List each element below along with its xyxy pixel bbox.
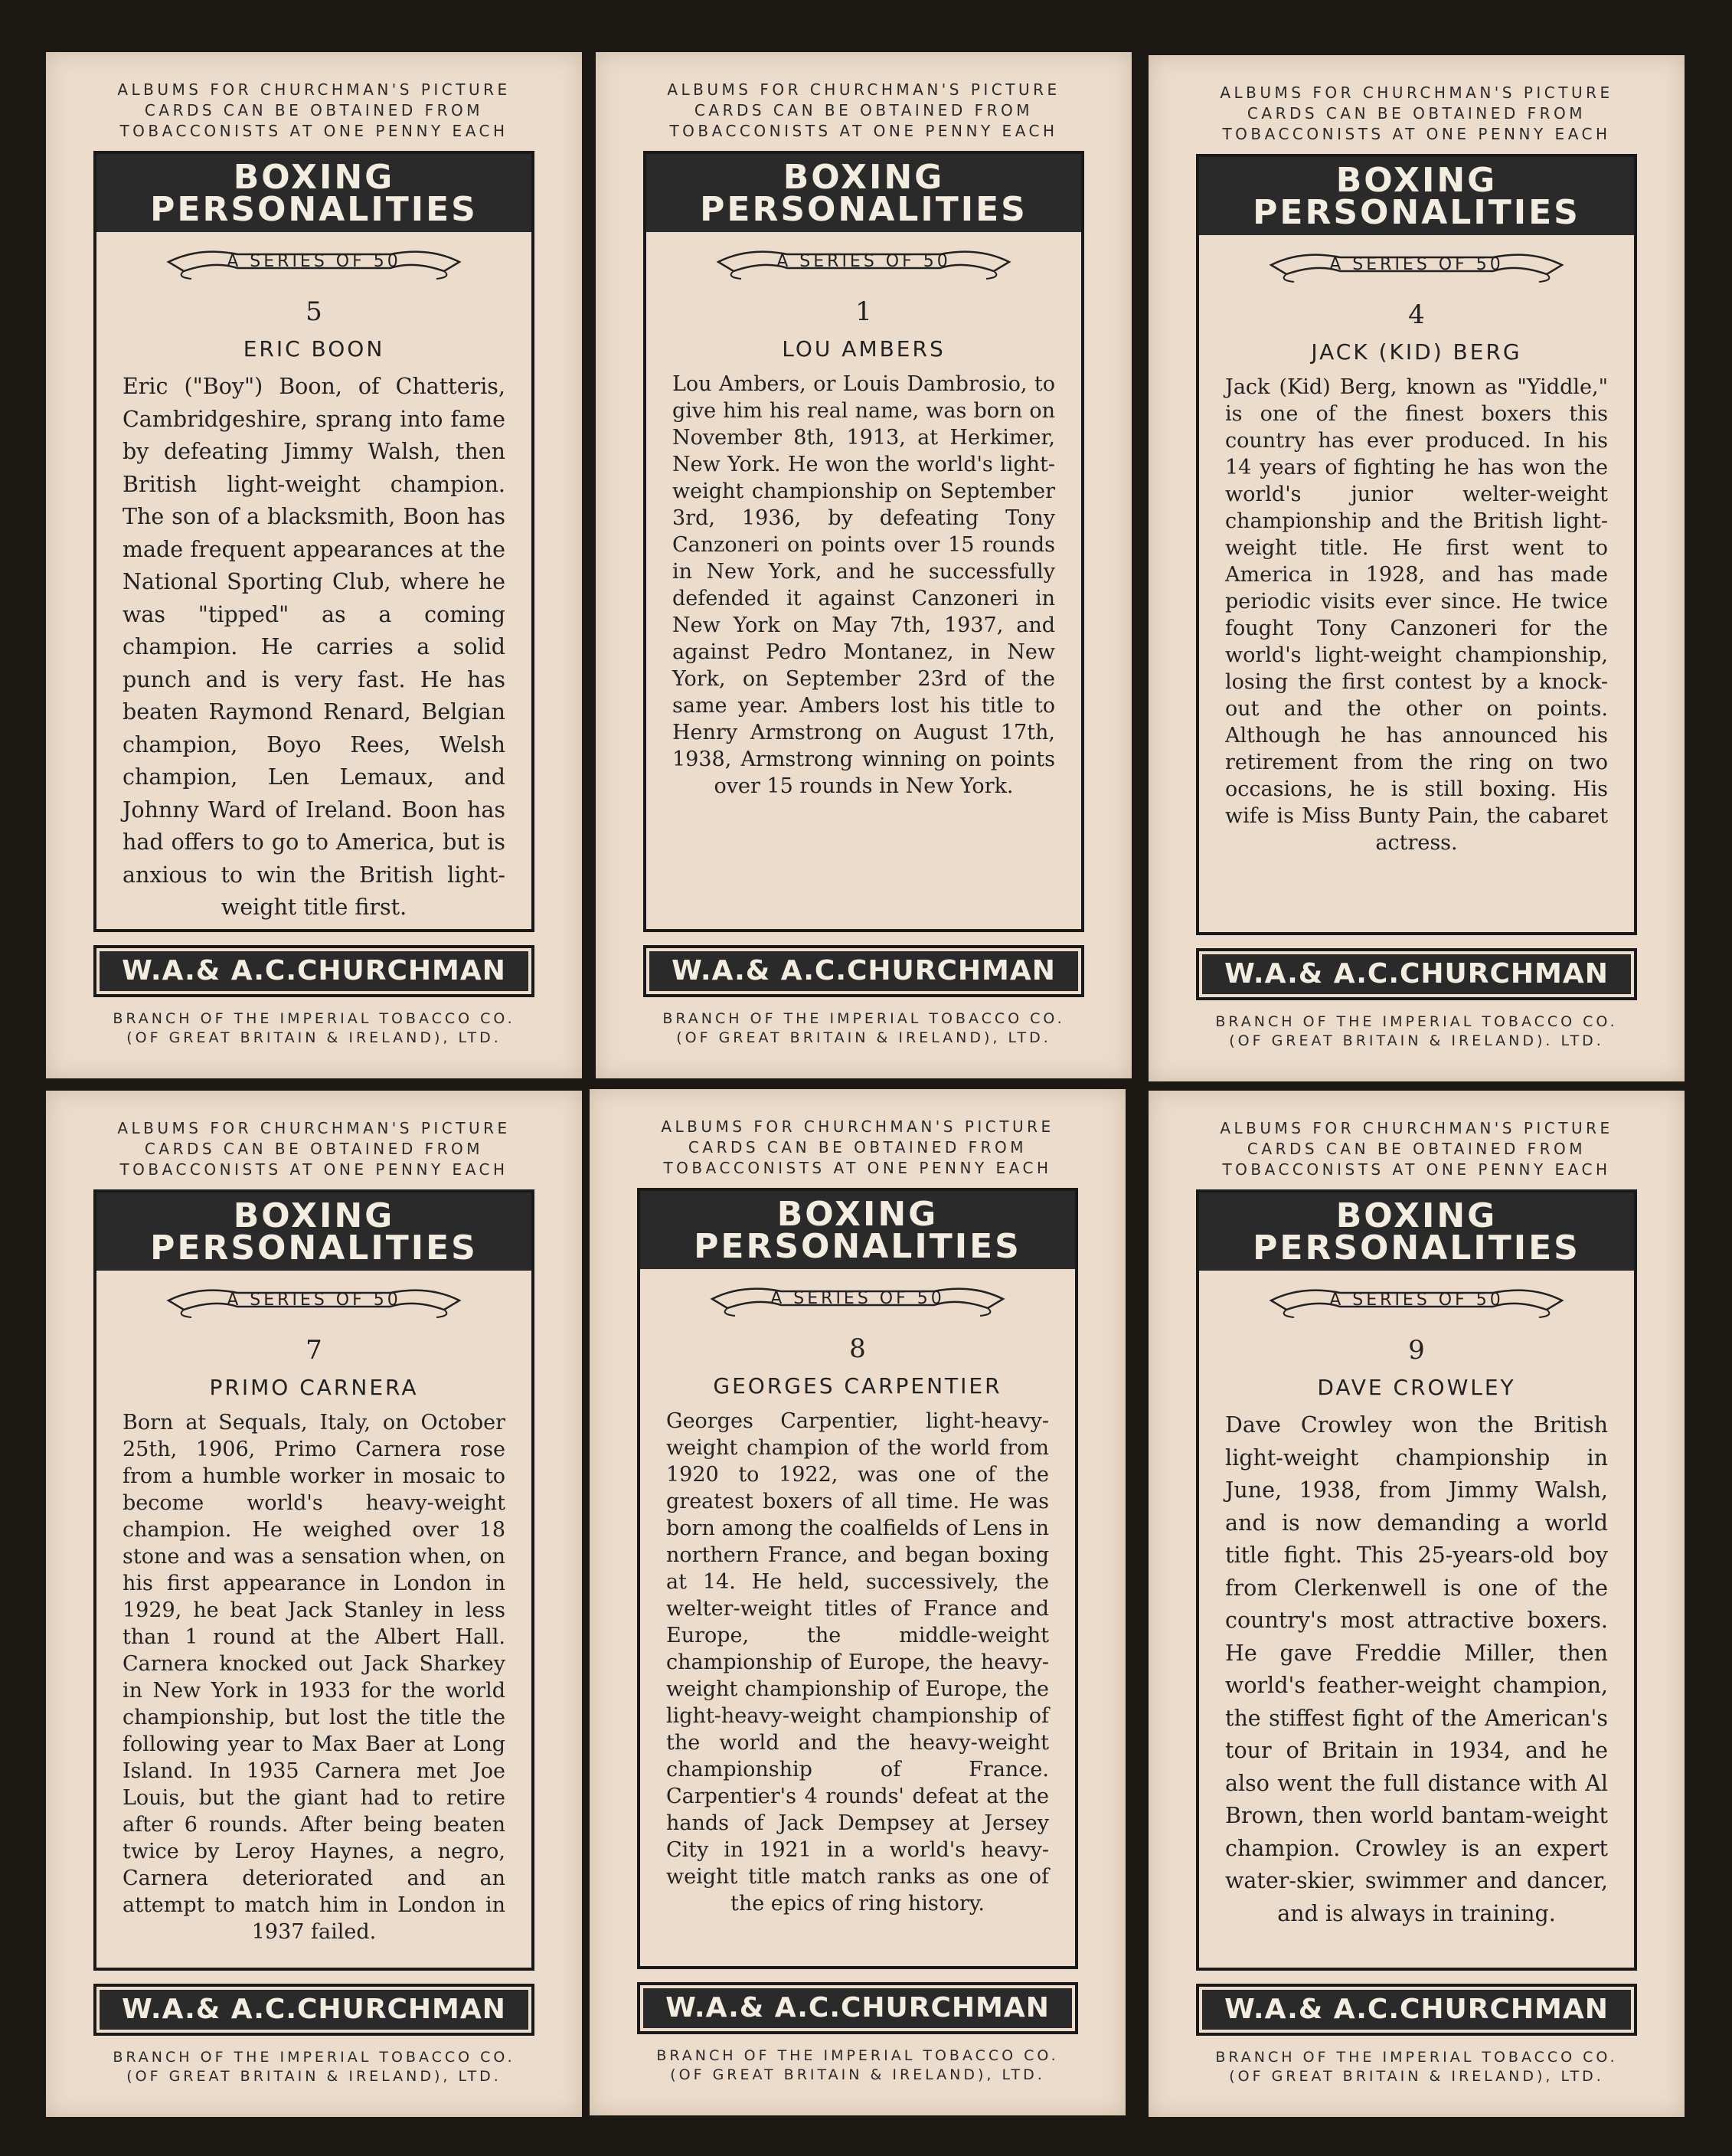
card-number: 1 xyxy=(855,296,872,327)
albums-notice xyxy=(77,52,551,142)
card-dave-crowley xyxy=(1149,1091,1685,2117)
maker-box xyxy=(643,945,1084,997)
maker-box xyxy=(637,1982,1078,2034)
branch-line: BRANCH OF THE IMPERIAL TOBACCO CO. xyxy=(656,2047,1059,2064)
maker-name: W.A.& A.C.CHURCHMAN xyxy=(643,1988,1072,2028)
boxer-name: LOU AMBERS xyxy=(782,336,946,362)
series-title-line: BOXING xyxy=(783,158,945,197)
card-number: 9 xyxy=(1408,1335,1425,1366)
maker-box xyxy=(93,1984,534,2036)
boxer-bio: Georges Carpentier, light-heavy-weight champion of the world from 1920 to 1922, was one of the greatest boxers of all time. He was born among the coalfields of Lens in northern France, and began boxing at 14. He held, successively, the welter-weight titles of France and Europe, the middle-weight championship of Europe, the heavy-weight championship of Europe, the light-heavy-weight championship of the world and the heavy-weight championship of France. Carpentier's 4 rounds' defeat at the hands of Jack Dempsey at Jersey City in 1921 in a world's heavy-weight title match ranks as one of the epics of ring history. xyxy=(666,1409,1049,1916)
boxer-bio: Jack (Kid) Berg, known as "Yiddle," is one of the finest boxers this country has ever produced. In his 14 years of fighting he has won the world's junior welter-weight championship and the British light-weight title. He first went to America in 1928, and has made periodic visits ever since. He twice fought Tony Canzoneri for the world's light-weight championship, losing the first contest by a knock-out and the other on points. Although he has announced his retirement from the ring on two occasions, he is still boxing. His wife is Miss Bunty Pain, the cabaret actress. xyxy=(1225,375,1608,855)
branch-notice xyxy=(1149,1013,1685,1051)
card-frame xyxy=(643,151,1084,932)
banner-scroll-icon xyxy=(1256,1278,1577,1323)
albums-line: ALBUMS FOR CHURCHMAN'S PICTURE xyxy=(667,80,1060,99)
series-title xyxy=(640,1191,1075,1269)
maker-name: W.A.& A.C.CHURCHMAN xyxy=(100,951,528,991)
branch-notice xyxy=(590,2046,1126,2085)
boxer-bio: Lou Ambers, or Louis Dambrosio, to give him his real name, was born on November 8th, 1913, at Herkimer, New York. He won the world's light-weight championship on September 3rd, 1936, by defeating Tony Canzoneri on points over 15 rounds in New York, and he successfully defended it against Canzoneri in New York on May 7th, 1937, and against Pedro Montanez, in New York, on September 23rd of the same year. Ambers lost his title to Henry Armstrong on August 17th, 1938, Armstrong winning on points over 15 rounds in New York. xyxy=(672,372,1055,798)
card-frame xyxy=(93,151,534,932)
boxer-bio: Born at Sequals, Italy, on October 25th, 1906, Primo Carnera rose from a humble worker in mosaic to become world's heavy-weight champion. He weighed over 18 stone and was a sensation when, on his first appearance in London in 1929, he beat Jack Stanley in less than 1 round at the Albert Hall. Carnera knocked out Jack Sharkey in New York in 1933 for the world championship, but lost the title the following year to Max Baer at Long Island. In 1935 Carnera met Joe Louis, but the giant had to retire after 6 rounds. After being beaten twice by Leroy Haynes, a negro, Carnera deteriorated and an attempt to match him in London in 1937 failed. xyxy=(123,1411,505,1944)
albums-line: CARDS CAN BE OBTAINED FROM xyxy=(694,101,1034,119)
albums-line: TOBACCONISTS AT ONE PENNY EACH xyxy=(1222,1160,1611,1179)
boxer-name: DAVE CROWLEY xyxy=(1317,1375,1516,1400)
banner-scroll-icon xyxy=(153,239,475,285)
albums-notice xyxy=(77,1091,551,1180)
banner-text: A SERIES OF 50 xyxy=(776,252,951,271)
card-frame xyxy=(1196,154,1637,935)
boxer-name: JACK (KID) BERG xyxy=(1311,339,1522,365)
card-frame xyxy=(93,1189,534,1971)
branch-line: BRANCH OF THE IMPERIAL TOBACCO CO. xyxy=(113,1010,515,1027)
albums-line: CARDS CAN BE OBTAINED FROM xyxy=(1247,1140,1587,1158)
albums-line: TOBACCONISTS AT ONE PENNY EACH xyxy=(1222,125,1611,143)
series-title-line: PERSONALITIES xyxy=(1253,193,1580,232)
branch-line: (OF GREAT BRITAIN & IRELAND), LTD. xyxy=(126,2068,502,2085)
branch-line: BRANCH OF THE IMPERIAL TOBACCO CO. xyxy=(113,2049,515,2066)
card-number: 7 xyxy=(306,1335,322,1366)
branch-line: (OF GREAT BRITAIN & IRELAND), LTD. xyxy=(1229,2068,1604,2085)
series-title xyxy=(96,154,531,232)
banner-text: A SERIES OF 50 xyxy=(227,1291,401,1310)
series-title-line: BOXING xyxy=(233,158,395,197)
card-lou-ambers xyxy=(596,52,1132,1078)
albums-line: CARDS CAN BE OBTAINED FROM xyxy=(1247,104,1587,123)
banner-scroll-icon xyxy=(697,1276,1018,1322)
maker-name: W.A.& A.C.CHURCHMAN xyxy=(1202,1990,1631,2030)
series-title xyxy=(646,154,1081,232)
banner-text: A SERIES OF 50 xyxy=(227,252,401,271)
boxer-bio: Dave Crowley won the British light-weight championship in June, 1938, from Jimmy Walsh, and is now demanding a world title fight. This 25-years-old boy from Clerkenwell is one of the country's most attractive boxers. He gave Freddie Miller, then world's feather-weight champion, the stiffest fight of the American's tour of Britain in 1934, and he also went the full distance with Al Brown, then world bantam-weight champion. Crowley is an expert water-skier, swimmer and dancer, and is always in training. xyxy=(1225,1412,1608,1926)
maker-box xyxy=(1196,1984,1637,2036)
albums-line: CARDS CAN BE OBTAINED FROM xyxy=(144,1140,484,1158)
banner-text: A SERIES OF 50 xyxy=(1329,1291,1504,1310)
series-title-line: PERSONALITIES xyxy=(694,1227,1021,1266)
albums-line: TOBACCONISTS AT ONE PENNY EACH xyxy=(119,1160,508,1179)
series-banner xyxy=(1199,241,1634,289)
series-title-line: BOXING xyxy=(776,1195,939,1234)
banner-scroll-icon xyxy=(153,1278,475,1323)
boxer-name: ERIC BOON xyxy=(243,336,385,362)
branch-notice xyxy=(596,1009,1132,1048)
branch-line: BRANCH OF THE IMPERIAL TOBACCO CO. xyxy=(1215,2049,1618,2066)
maker-name: W.A.& A.C.CHURCHMAN xyxy=(1202,954,1631,994)
card-frame xyxy=(1196,1189,1637,1971)
series-title-line: BOXING xyxy=(1335,161,1498,200)
series-banner xyxy=(96,1277,531,1324)
boxer-name: GEORGES CARPENTIER xyxy=(713,1373,1002,1399)
card-georges-carpentier xyxy=(590,1089,1126,2115)
branch-notice xyxy=(46,2048,582,2086)
albums-line: TOBACCONISTS AT ONE PENNY EACH xyxy=(669,122,1058,140)
branch-notice xyxy=(46,1009,582,1048)
albums-line: ALBUMS FOR CHURCHMAN'S PICTURE xyxy=(117,80,511,99)
series-title xyxy=(96,1193,531,1271)
albums-notice xyxy=(626,52,1101,142)
maker-name: W.A.& A.C.CHURCHMAN xyxy=(649,951,1078,991)
series-title-line: BOXING xyxy=(233,1196,395,1235)
banner-text: A SERIES OF 50 xyxy=(1329,255,1504,274)
card-eric-boon xyxy=(46,52,582,1078)
albums-line: ALBUMS FOR CHURCHMAN'S PICTURE xyxy=(1220,1119,1613,1137)
banner-scroll-icon xyxy=(703,239,1024,285)
branch-line: BRANCH OF THE IMPERIAL TOBACCO CO. xyxy=(1215,1013,1618,1030)
boxer-name: PRIMO CARNERA xyxy=(209,1375,419,1400)
series-title-line: BOXING xyxy=(1335,1196,1498,1235)
series-title-line: PERSONALITIES xyxy=(700,190,1028,229)
series-banner xyxy=(640,1275,1075,1323)
albums-line: ALBUMS FOR CHURCHMAN'S PICTURE xyxy=(117,1119,511,1137)
albums-notice xyxy=(1179,55,1654,145)
albums-line: TOBACCONISTS AT ONE PENNY EACH xyxy=(663,1159,1052,1177)
series-title-line: PERSONALITIES xyxy=(150,190,478,229)
series-title xyxy=(1199,1193,1634,1271)
branch-line: (OF GREAT BRITAIN & IRELAND), LTD. xyxy=(670,2066,1045,2083)
series-title-line: PERSONALITIES xyxy=(1253,1228,1580,1268)
card-frame xyxy=(637,1188,1078,1969)
card-number: 5 xyxy=(306,296,322,327)
card-primo-carnera xyxy=(46,1091,582,2117)
branch-line: (OF GREAT BRITAIN & IRELAND). LTD. xyxy=(1229,1032,1604,1049)
albums-line: TOBACCONISTS AT ONE PENNY EACH xyxy=(119,122,508,140)
albums-line: CARDS CAN BE OBTAINED FROM xyxy=(688,1138,1028,1157)
maker-name: W.A.& A.C.CHURCHMAN xyxy=(100,1990,528,2030)
series-banner xyxy=(96,238,531,286)
boxer-bio: Eric ("Boy") Boon, of Chatteris, Cambridgeshire, sprang into fame by defeating Jimmy Walsh, then British light-weight champion. The son of a blacksmith, Boon has made frequent appearances at the National Sporting Club, where he was "tipped" as a coming champion. He carries a solid punch and is very fast. He has beaten Raymond Renard, Belgian champion, Boyo Rees, Welsh champion, Len Lemaux, and Johnny Ward of Ireland. Boon has had offers to go to America, but is anxious to win the British light-weight title first. xyxy=(123,374,505,920)
albums-notice xyxy=(1179,1091,1654,1180)
card-number: 4 xyxy=(1408,299,1425,330)
albums-notice xyxy=(620,1089,1095,1179)
card-number: 8 xyxy=(849,1333,866,1364)
maker-box xyxy=(93,945,534,997)
maker-box xyxy=(1196,948,1637,1000)
albums-line: ALBUMS FOR CHURCHMAN'S PICTURE xyxy=(1220,83,1613,102)
series-title xyxy=(1199,157,1634,235)
card-jack-kid-berg xyxy=(1149,55,1685,1081)
albums-line: CARDS CAN BE OBTAINED FROM xyxy=(144,101,484,119)
series-title-line: PERSONALITIES xyxy=(150,1228,478,1268)
albums-line: ALBUMS FOR CHURCHMAN'S PICTURE xyxy=(661,1117,1054,1136)
banner-scroll-icon xyxy=(1256,242,1577,288)
branch-line: BRANCH OF THE IMPERIAL TOBACCO CO. xyxy=(662,1010,1065,1027)
series-banner xyxy=(1199,1277,1634,1324)
branch-line: (OF GREAT BRITAIN & IRELAND), LTD. xyxy=(126,1029,502,1046)
branch-line: (OF GREAT BRITAIN & IRELAND), LTD. xyxy=(676,1029,1051,1046)
branch-notice xyxy=(1149,2048,1685,2086)
banner-text: A SERIES OF 50 xyxy=(770,1289,945,1308)
series-banner xyxy=(646,238,1081,286)
